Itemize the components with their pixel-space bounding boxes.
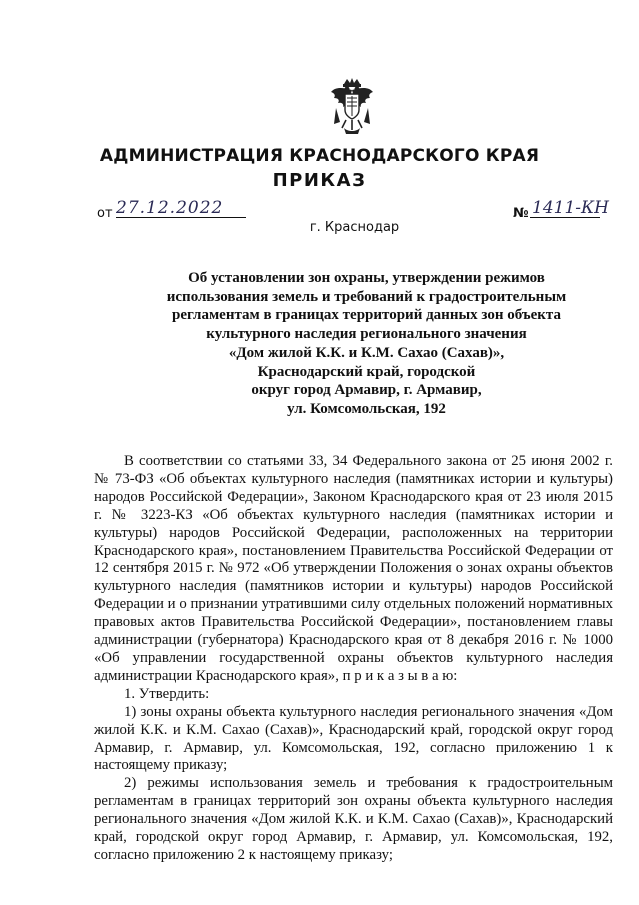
title-line: ул. Комсомольская, 192 (287, 400, 446, 417)
title-line: округ город Армавир, г. Армавир, (251, 382, 482, 399)
title-line: Об установлении зон охраны, утверждении режимов (188, 270, 545, 286)
document-type: ПРИКАЗ (272, 170, 367, 191)
city: г. Краснодар (309, 220, 400, 235)
title-line: Краснодарский край, городской (257, 363, 476, 380)
preamble-paragraph: В соответствии со статьями 33, 34 Федерального закона от 25 июня 2002 г. № 73-ФЗ «Об объектах культурного наследия (памятниках истории и культуры) народов Российской Федерации», Законом Краснодарского края от 23 июля 2015 г. № 3223-КЗ «Об объектах культурного наследия (памятниках истории и культуры) народов Российской Федерации, расположенных на территории Краснодарского края», постановлением Правительства Российской Федерации от 12 сентября 2015 г. № 972 «Об утверждении Положения о зонах охраны объектов культурного наследия (памятников истории и культуры) народов Российской Федерации и о признании утратившими силу отдельных положений нормативных правовых актов Правительства Российской Федерации», постановлением главы администрации (губернатора) Краснодарского края от 8 декабря 2016 г. № 1000 «Об управлении государственной охраны объектов культурного наследия администрации Краснодарского края», п р и к а з ы в а ю: (94, 453, 613, 684)
organization-name: АДМИНИСТРАЦИЯ КРАСНОДАРСКОГО КРАЯ (99, 146, 540, 166)
title-line: «Дом жилой К.К. и К.М. Сахао (Сахав)», (228, 344, 505, 361)
title-line: культурного наследия регионального значения (206, 326, 527, 343)
date-label: от (97, 206, 113, 221)
title-line: использования земель и требований к градостроительным (166, 288, 567, 305)
coat-of-arms-icon (328, 78, 376, 136)
number-label: № (513, 206, 529, 221)
number-value: 1411-КН (532, 198, 609, 218)
item-1: 1. Утвердить: (124, 685, 210, 702)
date-value: 27.12.2022 (116, 198, 224, 218)
item-1-2: 2) режимы использования земель и требования к градостроительным регламентам в границах территорий зон охраны объекта культурного наследия регионального значения «Дом жилой К.К. и К.М. Сахао (Сахав)», Краснодарский край, городской округ город Армавир, г. Армавир, ул. Комсомольская, 192, согласно приложению 2 к настоящему приказу; (94, 775, 613, 863)
title-line: регламентам в границах территорий данных зон объекта (172, 307, 561, 324)
item-1-1: 1) зоны охраны объекта культурного наследия регионального значения «Дом жилой К.К. и К.М. Сахао (Сахав)», Краснодарский край, городской округ город Армавир, г. Армавир, ул. Комсомольская, 192, согласно приложению 1 к настоящему приказу; (94, 703, 613, 774)
order-body (94, 453, 613, 865)
order-title (120, 269, 613, 419)
